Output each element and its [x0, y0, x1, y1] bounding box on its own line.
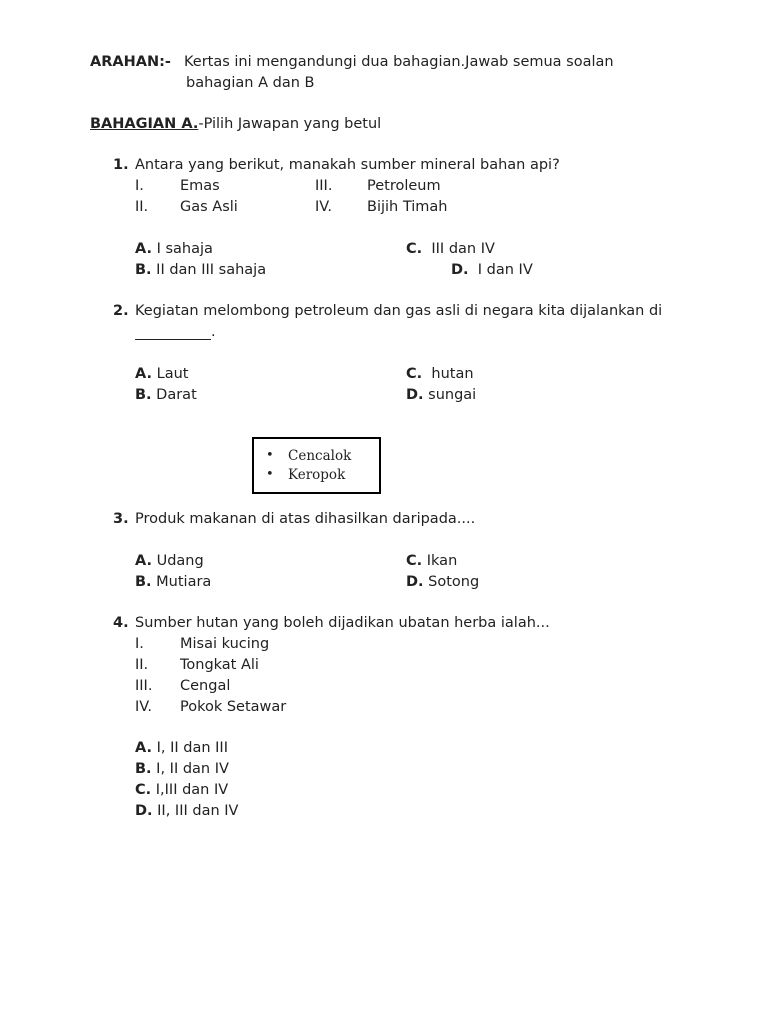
question-2-blank-end: .: [211, 324, 216, 340]
question-3-option-d[interactable]: D. Sotong: [406, 574, 480, 590]
question-3-text: Produk makanan di atas dihasilkan daripada....: [135, 511, 476, 527]
question-3-option-b[interactable]: B. Mutiara: [135, 574, 212, 590]
question-2-number: 2.: [113, 303, 129, 319]
question-1-item-label: Bijih Timah: [367, 199, 448, 215]
instructions-line-2: bahagian A dan B: [186, 75, 315, 91]
section-subtitle: -Pilih Jawapan yang betul: [198, 116, 382, 132]
question-1-option-a[interactable]: A. I sahaja: [135, 241, 213, 257]
question-1-item-roman: I.: [135, 178, 144, 194]
question-1-option-d[interactable]: D. I dan IV: [451, 262, 533, 278]
question-4-text: Sumber hutan yang boleh dijadikan ubatan herba ialah...: [135, 615, 550, 631]
question-1-item-label: Petroleum: [367, 178, 441, 194]
instructions-label: ARAHAN:-: [90, 54, 171, 70]
question-2-option-a[interactable]: A. Laut: [135, 366, 189, 382]
question-1-item-roman: II.: [135, 199, 149, 215]
question-1-item-roman: III.: [315, 178, 333, 194]
question-4-item-label: Cengal: [180, 678, 231, 694]
instructions-line-1: Kertas ini mengandungi dua bahagian.Jawab semua soalan: [184, 54, 614, 70]
question-4-item-roman: III.: [135, 678, 153, 694]
question-4-item-roman: II.: [135, 657, 149, 673]
question-4-item-label: Pokok Setawar: [180, 699, 287, 715]
question-4-item-roman: IV.: [135, 699, 152, 715]
question-3-number: 3.: [113, 511, 129, 527]
question-1-item-roman: IV.: [315, 199, 332, 215]
question-3-option-c[interactable]: C. Ikan: [406, 553, 458, 569]
question-1-item-label: Gas Asli: [180, 199, 238, 215]
section-heading: [90, 114, 381, 134]
section-title: BAHAGIAN A.: [90, 116, 199, 132]
question-2-option-d[interactable]: D. sungai: [406, 387, 477, 403]
question-2-option-c[interactable]: C. hutan: [406, 366, 474, 382]
product-item: • Keropok: [288, 466, 345, 484]
answer-blank-line: [135, 339, 211, 340]
question-4-option-c[interactable]: C. I,III dan IV: [135, 782, 229, 798]
question-2-option-b[interactable]: B. Darat: [135, 387, 197, 403]
product-box: [252, 437, 381, 494]
question-4-item-label: Tongkat Ali: [180, 657, 259, 673]
question-2-text: Kegiatan melombong petroleum dan gas asli di negara kita dijalankan di: [135, 303, 663, 319]
question-4-item-roman: I.: [135, 636, 144, 652]
product-item: • Cencalok: [288, 447, 351, 465]
question-3-option-a[interactable]: A. Udang: [135, 553, 204, 569]
question-1-text: Antara yang berikut, manakah sumber mineral bahan api?: [135, 157, 560, 173]
question-4-option-a[interactable]: A. I, II dan III: [135, 740, 228, 756]
question-1-option-c[interactable]: C. III dan IV: [406, 241, 495, 257]
question-4-option-d[interactable]: D. II, III dan IV: [135, 803, 239, 819]
question-1-item-label: Emas: [180, 178, 220, 194]
question-4-option-b[interactable]: B. I, II dan IV: [135, 761, 229, 777]
question-1-option-b[interactable]: B. II dan III sahaja: [135, 262, 267, 278]
question-1-number: 1.: [113, 157, 129, 173]
question-4-number: 4.: [113, 615, 129, 631]
question-4-item-label: Misai kucing: [180, 636, 270, 652]
